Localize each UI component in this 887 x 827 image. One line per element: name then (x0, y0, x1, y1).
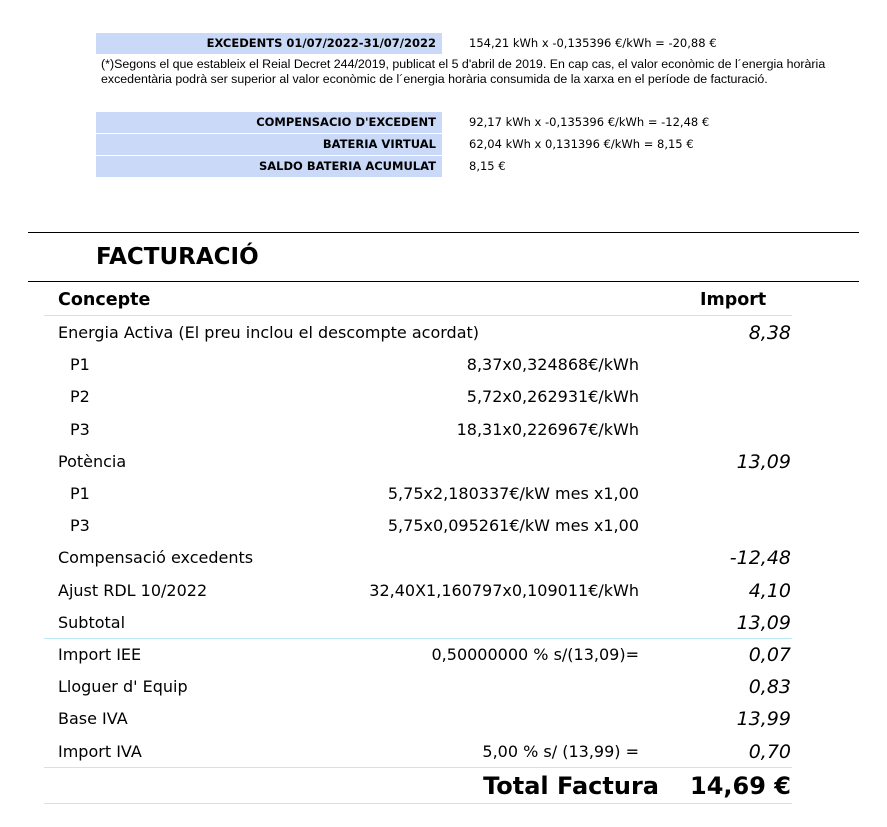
row-concept: Potència (58, 451, 127, 471)
table-row (0, 478, 887, 510)
compensacio-label: COMPENSACIO D'EXCEDENT (96, 112, 442, 133)
table-row (0, 414, 887, 446)
row-detail: 5,75x2,180337€/kW mes x1,00 (387, 484, 639, 503)
row-amount: 13,09 (736, 611, 791, 634)
row-amount: 13,99 (736, 708, 791, 731)
compensacio-value: 92,17 kWh x -0,135396 €/kWh = -12,48 € (469, 115, 710, 129)
row-amount: -12,48 (729, 547, 791, 570)
row-concept: Import IEE (58, 645, 142, 664)
row-amount: 0,07 (748, 644, 791, 666)
table-row (0, 317, 887, 349)
row-concept: Energia Activa (El preu inclou el descompte acordat) (58, 323, 480, 342)
row-amount: 0,83 (748, 676, 791, 699)
bateria-value: 62,04 kWh x 0,131396 €/kWh = 8,15 € (469, 137, 694, 151)
row-concept: P2 (70, 387, 90, 407)
table-row (0, 607, 887, 639)
header-concept: Concepte (58, 290, 151, 310)
row-detail: 8,37x0,324868€/kWh (466, 355, 639, 375)
row-concept: P1 (70, 355, 90, 375)
row-amount: 4,10 (748, 579, 791, 602)
row-detail: 18,31x0,226967€/kWh (456, 419, 639, 439)
table-row (0, 510, 887, 542)
row-concept: Compensació excedents (58, 548, 254, 568)
row-concept: Import IVA (58, 741, 142, 761)
row-divider (44, 767, 792, 768)
total-label: Total Factura (483, 772, 659, 800)
excedents-label: EXCEDENTS 01/07/2022-31/07/2022 (96, 33, 442, 54)
row-detail: 5,75x0,095261€/kW mes x1,00 (387, 516, 639, 536)
total-value: 14,69 € (690, 772, 791, 800)
row-detail: 5,72x0,262931€/kWh (466, 387, 639, 407)
row-concept: P3 (70, 516, 90, 536)
row-detail: 32,40X1,160797x0,109011€/kWh (369, 580, 639, 600)
row-concept: P1 (70, 484, 90, 503)
excedents-value: 154,21 kWh x -0,135396 €/kWh = -20,88 € (469, 36, 717, 50)
section-title: FACTURACIÓ (96, 244, 259, 270)
table-row (0, 639, 887, 671)
table-row (0, 349, 887, 381)
total-divider (44, 803, 792, 804)
table-row (0, 381, 887, 413)
row-concept: Base IVA (58, 709, 128, 729)
table-row (0, 446, 887, 478)
table-row (0, 736, 887, 768)
row-amount: 8,38 (748, 322, 791, 344)
row-concept: P3 (70, 419, 90, 439)
saldo-label: SALDO BATERIA ACUMULAT (96, 156, 442, 177)
row-concept: Ajust RDL 10/2022 (58, 580, 208, 600)
saldo-value: 8,15 € (469, 159, 506, 173)
row-detail: 0,50000000 % s/(13,09)= (431, 645, 639, 664)
row-concept: Subtotal (58, 612, 126, 632)
legal-note: (*)Segons el que estableix el Reial Decret 244/2019, publicat el 5 d'abril de 2019. En cap cas, el valor econòmic de l´energia horària excedentària podrà ser superior al valor econòmic de l´energia horària consumida de la xarxa en el període de facturació. (101, 57, 826, 86)
table-row (0, 671, 887, 703)
bateria-label: BATERIA VIRTUAL (96, 134, 442, 155)
row-amount: 0,70 (748, 740, 791, 763)
row-concept: Lloguer d' Equip (58, 677, 188, 697)
header-import: Import (700, 290, 767, 310)
table-row (0, 703, 887, 735)
table-row (0, 575, 887, 607)
row-detail: 5,00 % s/ (13,99) = (482, 741, 639, 761)
row-amount: 13,09 (736, 450, 791, 473)
table-row (0, 542, 887, 574)
